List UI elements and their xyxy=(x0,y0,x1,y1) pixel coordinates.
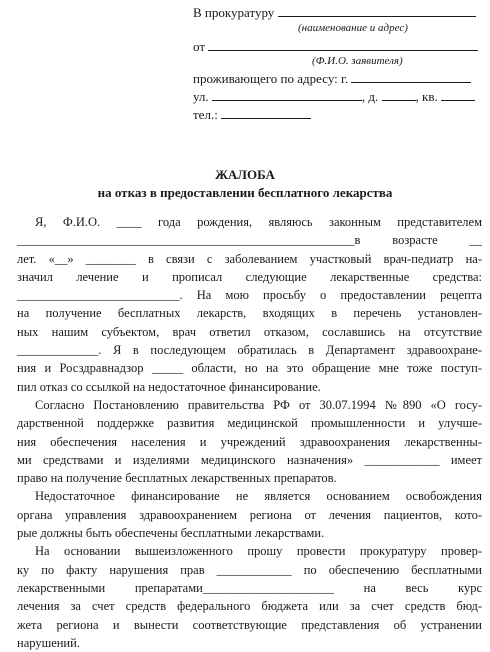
body-line: дарственной поддержке развития медицинской промышленности и улучше- xyxy=(17,416,482,431)
body-line: пил отказ со ссылкой на недостаточное финансирование. xyxy=(17,379,321,394)
house-field[interactable] xyxy=(382,88,416,101)
phone-line xyxy=(193,106,311,123)
body-line: _____________. Я в последующем обратилась в Департамент здравоохране- xyxy=(17,343,482,358)
apt-label: , кв. xyxy=(415,89,438,104)
address-line xyxy=(193,70,471,87)
body-line: ми средствами и изделиями медицинского назначения» ____________ имеет xyxy=(17,452,482,467)
body-line: рые должны быть обеспечены бесплатными лекарствами. xyxy=(17,526,325,541)
body-line: ______________________________________________________в возрасте __ xyxy=(17,233,482,248)
document-title: ЖАЛОБА xyxy=(215,167,275,182)
body-line: лекарственными препаратами_____________________ на весь курс xyxy=(17,580,482,595)
from-line xyxy=(193,38,478,55)
body-line: Я, Ф.И.О. ____ года рождения, являюсь законным представителем xyxy=(35,215,482,229)
house-label: , д. xyxy=(361,89,379,104)
residing-at-label: проживающего по адресу: г. xyxy=(193,71,349,86)
body-line: Недостаточное финансирование не является основанием освобождения xyxy=(35,489,482,504)
street-line xyxy=(193,88,475,105)
body-line: ных нашим субъектом, врач ответил отказом, сославшись на отсутствие xyxy=(17,324,482,339)
street-label: ул. xyxy=(193,89,209,104)
document-subtitle: на отказ в предоставлении бесплатного лекарства xyxy=(97,185,393,200)
from-label: от xyxy=(193,39,206,54)
prosecutor-name-field[interactable] xyxy=(278,4,476,17)
body-line: ку по факту нарушения прав ____________ по обеспечению бесплатными xyxy=(17,562,482,577)
applicant-name-field[interactable] xyxy=(208,38,478,51)
body-line: Согласно Постановлению правительства РФ от 30.07.1994 №890 «О госу- xyxy=(35,397,482,412)
body-line: нарушений. xyxy=(17,635,80,650)
body-line: ния и Росздравнадзор _____ области, но на это обращение мне тоже поступ- xyxy=(17,361,482,376)
phone-label: тел.: xyxy=(193,107,218,122)
body-line: ния обеспечения населения и учреждений здравоохранения лекарственны- xyxy=(17,434,482,449)
body-line: право на получение бесплатных лекарственных препаратов. xyxy=(17,471,337,486)
to-prosecutor-line xyxy=(193,4,476,21)
applicant-hint: (Ф.И.О. заявителя) xyxy=(312,55,403,67)
body-line: органа управления здравоохранением региона от лечения пациентов, кото- xyxy=(17,507,482,522)
apt-field[interactable] xyxy=(441,88,475,101)
phone-field[interactable] xyxy=(221,106,311,119)
name-address-hint: (наименование и адрес) xyxy=(298,22,408,34)
body-line: лечения за счет средств федерального бюджета или за счет средств бюд- xyxy=(17,599,482,614)
body-line: На основании вышеизложенного прошу провести прокуратуру провер- xyxy=(35,544,482,559)
complaint-body xyxy=(17,213,482,652)
to-prosecutor-label: В прокуратуру xyxy=(193,5,275,20)
body-line: на получение бесплатных лекарств, входящих в перечень установлен- xyxy=(17,306,482,321)
city-field[interactable] xyxy=(351,70,471,83)
body-line: лет. «__» ________ в связи с заболеванием участковый врач-педиатр на- xyxy=(17,251,482,266)
body-line: __________________________. На мою просьбу о предоставлении рецепта xyxy=(17,288,482,303)
body-line: значил лечение и прописал следующие лекарственные средства: xyxy=(17,269,482,284)
street-field[interactable] xyxy=(212,88,362,101)
body-line: жета региона и вынести соответствующие представления об устранении xyxy=(17,617,482,632)
